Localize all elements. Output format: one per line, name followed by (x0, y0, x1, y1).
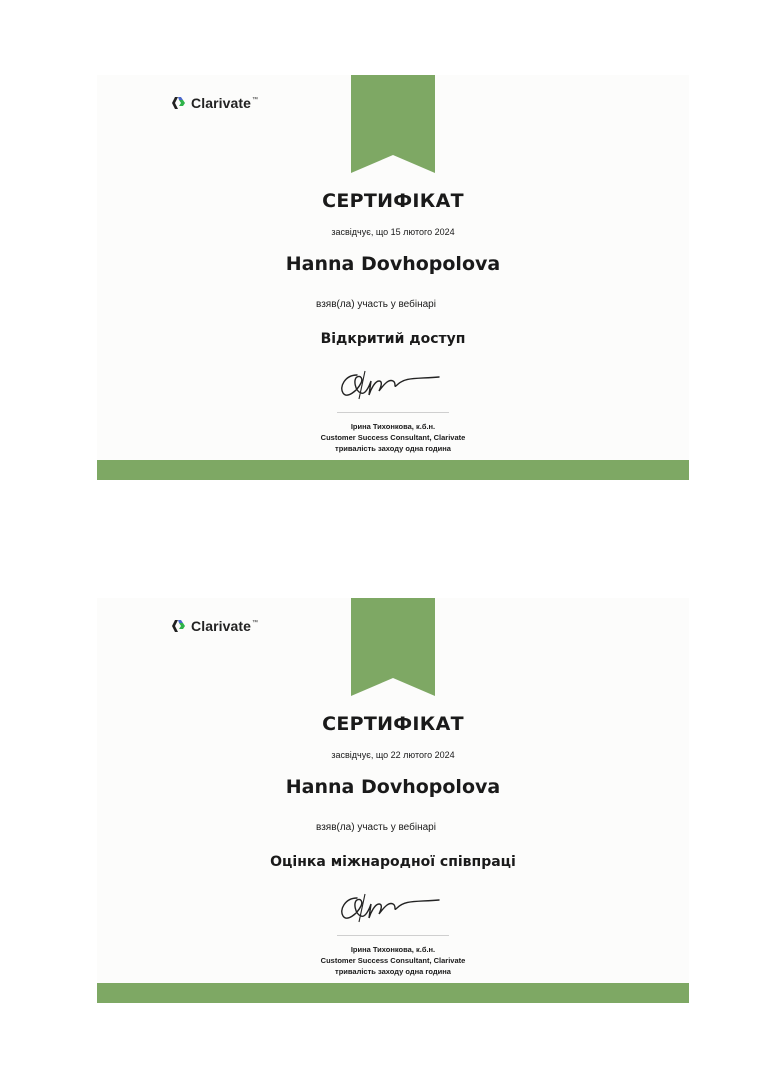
recipient-name: Hanna Dovhopolova (285, 253, 501, 275)
signer-role: Customer Success Consultant, Clarivate (320, 956, 466, 965)
signer-role: Customer Success Consultant, Clarivate (320, 433, 466, 442)
certificate-2 (97, 598, 689, 1003)
signer-name: Ірина Тихонкова, к.б.н. (350, 422, 436, 431)
ribbon-icon (351, 75, 435, 173)
event-duration: тривалість заходу одна година (335, 444, 451, 453)
signature-line (337, 412, 449, 413)
certificate-1 (97, 75, 689, 480)
clarivate-logo (171, 618, 258, 634)
brand-name: Clarivate (191, 95, 252, 111)
participation-text: взяв(ла) участь у вебінарі (316, 822, 436, 833)
webinar-topic: Оцінка міжнародної співпраці (270, 854, 516, 870)
clarivate-logo-icon (171, 618, 187, 634)
certificate-title: СЕРТИФІКАТ (322, 190, 464, 212)
ribbon-icon (351, 598, 435, 696)
clarivate-logo-icon (171, 95, 187, 111)
brand-name: Clarivate (191, 618, 252, 634)
event-duration: тривалість заходу одна година (335, 967, 451, 976)
footer-bar (97, 460, 689, 480)
participation-text: взяв(ла) участь у вебінарі (316, 299, 436, 310)
brand-tm: ™ (252, 620, 259, 626)
recipient-name: Hanna Dovhopolova (285, 776, 501, 798)
signer-name: Ірина Тихонкова, к.б.н. (350, 945, 436, 954)
attest-text: засвідчує, що 15 лютого 2024 (331, 227, 455, 237)
clarivate-logo (171, 95, 258, 111)
attest-text: засвідчує, що 22 лютого 2024 (331, 750, 455, 760)
footer-bar (97, 983, 689, 1003)
signature-line (337, 935, 449, 936)
signature-icon (335, 365, 445, 401)
brand-tm: ™ (252, 97, 259, 103)
signature-icon (335, 888, 445, 924)
certificate-title: СЕРТИФІКАТ (322, 713, 464, 735)
webinar-topic: Відкритий доступ (320, 331, 466, 347)
